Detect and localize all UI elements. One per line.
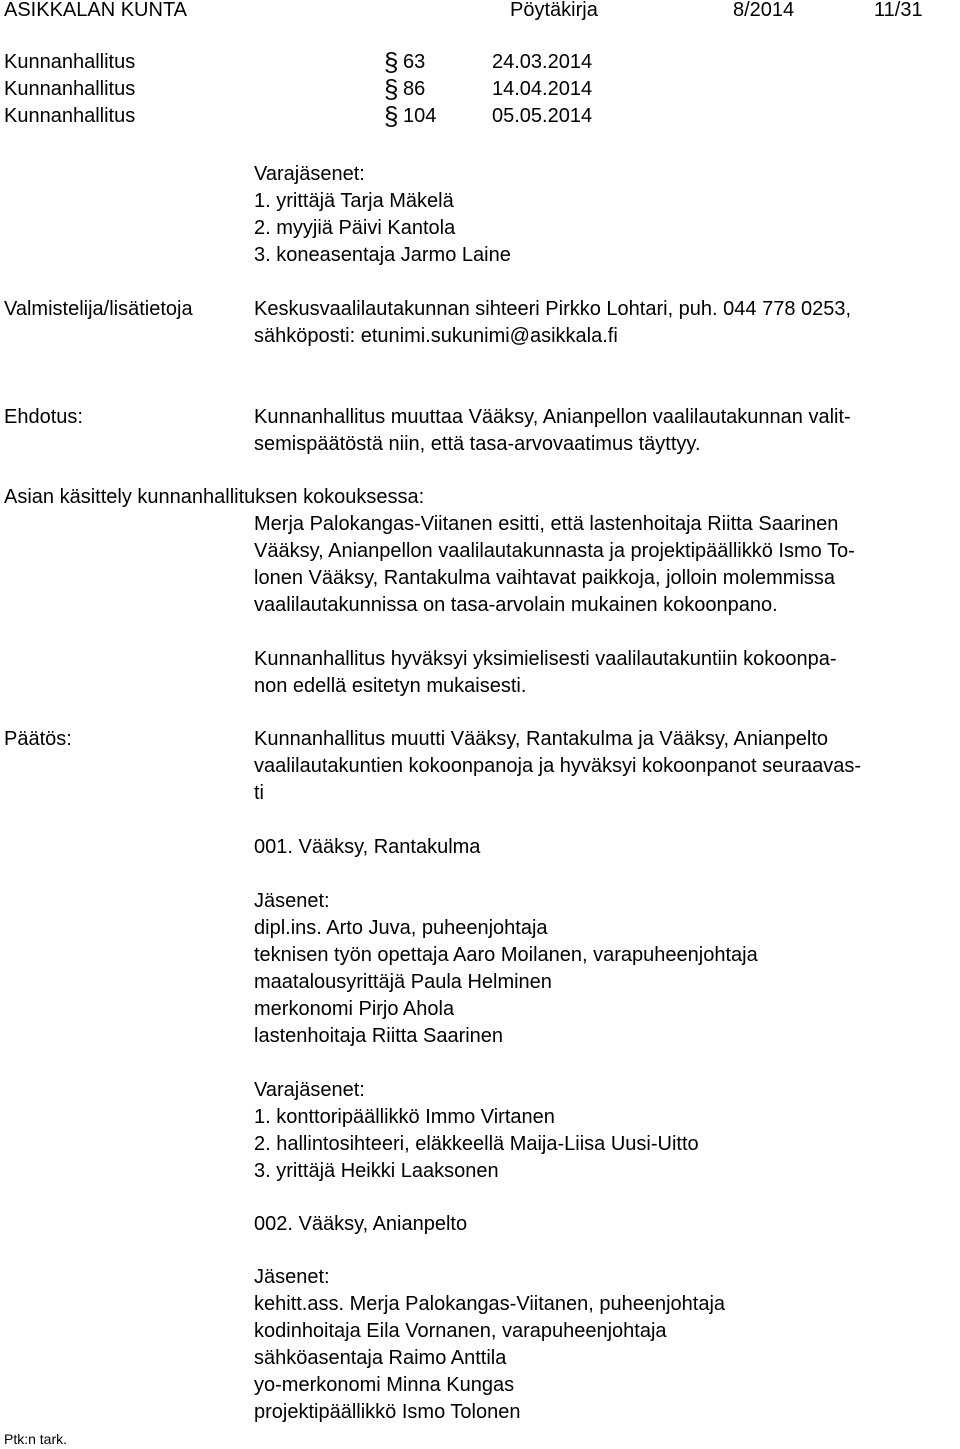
member-item: sähköasentaja Raimo Anttila xyxy=(254,1347,507,1369)
member-item: teknisen työn opettaja Aaro Moilanen, varapuheenjohtaja xyxy=(254,944,758,966)
meeting-text: Kunnanhallitus hyväksyi yksimielisesti vaalilautakuntiin kokoonpa- xyxy=(254,648,837,670)
member-item: maatalousyrittäjä Paula Helminen xyxy=(254,971,552,993)
section-sign-icon: § xyxy=(384,101,399,131)
decision-text: Kunnanhallitus muutti Vääksy, Rantakulma ja Vääksy, Anianpelto xyxy=(254,728,829,750)
member-item: merkonomi Pirjo Ahola xyxy=(254,998,455,1020)
deputy-item: 3. yrittäjä Heikki Laaksonen xyxy=(254,1160,499,1182)
committee-title: 001. Vääksy, Rantakulma xyxy=(254,836,481,858)
members-heading: Jäsenet: xyxy=(254,1266,330,1288)
section-sign-icon: § xyxy=(384,47,399,77)
reference-date: 14.04.2014 xyxy=(492,78,593,100)
committee-title: 002. Vääksy, Anianpelto xyxy=(254,1213,468,1235)
section-sign-icon: § xyxy=(384,74,399,104)
decision-text: vaalilautakuntien kokoonpanoja ja hyväksyi kokoonpanot seuraavas- xyxy=(254,755,862,777)
member-item: yo-merkonomi Minna Kungas xyxy=(254,1374,515,1396)
municipality-name: ASIKKALAN KUNTA xyxy=(4,0,188,21)
document-number: 8/2014 xyxy=(733,0,795,21)
reference-section: 104 xyxy=(403,105,437,127)
reference-body: Kunnanhallitus xyxy=(4,51,136,73)
meeting-text: vaalilautakunnissa on tasa-arvolain mukainen kokoonpano. xyxy=(254,594,778,616)
preparer-email: sähköposti: etunimi.sukunimi@asikkala.fi xyxy=(254,325,618,347)
proposal-label: Ehdotus: xyxy=(4,406,83,428)
page-number: 11/31 xyxy=(874,0,923,21)
decision-label: Päätös: xyxy=(4,728,72,750)
proposal-text: Kunnanhallitus muuttaa Vääksy, Anianpellon vaalilautakunnan valit- xyxy=(254,406,851,428)
reference-date: 24.03.2014 xyxy=(492,51,593,73)
proposal-text: semispäätöstä niin, että tasa-arvovaatimus täyttyy. xyxy=(254,433,701,455)
deputies-heading: Varajäsenet: xyxy=(254,163,365,185)
deputies-heading: Varajäsenet: xyxy=(254,1079,365,1101)
members-heading: Jäsenet: xyxy=(254,890,330,912)
deputy-item: 1. konttoripäällikkö Immo Virtanen xyxy=(254,1106,555,1128)
reference-body: Kunnanhallitus xyxy=(4,78,136,100)
member-item: kehitt.ass. Merja Palokangas-Viitanen, puheenjohtaja xyxy=(254,1293,726,1315)
preparer-label: Valmistelija/lisätietoja xyxy=(4,298,193,320)
member-item: lastenhoitaja Riitta Saarinen xyxy=(254,1025,504,1047)
member-item: dipl.ins. Arto Juva, puheenjohtaja xyxy=(254,917,548,939)
reference-section: 86 xyxy=(403,78,426,100)
deputy-item: 2. hallintosihteeri, eläkkeellä Maija-Liisa Uusi-Uitto xyxy=(254,1133,699,1155)
meeting-text: Vääksy, Anianpellon vaalilautakunnasta ja projektipäällikkö Ismo To- xyxy=(254,540,855,562)
member-item: projektipäällikkö Ismo Tolonen xyxy=(254,1401,521,1423)
deputy-item: 3. koneasentaja Jarmo Laine xyxy=(254,244,511,266)
meeting-label: Asian käsittely kunnanhallituksen kokouksessa: xyxy=(4,486,425,508)
deputy-item: 1. yrittäjä Tarja Mäkelä xyxy=(254,190,454,212)
minutes-checker-label: Ptk:n tark. xyxy=(4,1431,68,1447)
preparer-text: Keskusvaalilautakunnan sihteeri Pirkko Lohtari, puh. 044 778 0253, xyxy=(254,298,852,320)
reference-date: 05.05.2014 xyxy=(492,105,593,127)
meeting-text: non edellä esitetyn mukaisesti. xyxy=(254,675,527,697)
meeting-text: lonen Vääksy, Rantakulma vaihtavat paikkoja, jolloin molemmissa xyxy=(254,567,836,589)
decision-text: ti xyxy=(254,782,264,804)
document-type: Pöytäkirja xyxy=(510,0,598,21)
member-item: kodinhoitaja Eila Vornanen, varapuheenjohtaja xyxy=(254,1320,667,1342)
meeting-text: Merja Palokangas-Viitanen esitti, että lastenhoitaja Riitta Saarinen xyxy=(254,513,839,535)
reference-body: Kunnanhallitus xyxy=(4,105,136,127)
deputy-item: 2. myyjiä Päivi Kantola xyxy=(254,217,456,239)
reference-section: 63 xyxy=(403,51,426,73)
